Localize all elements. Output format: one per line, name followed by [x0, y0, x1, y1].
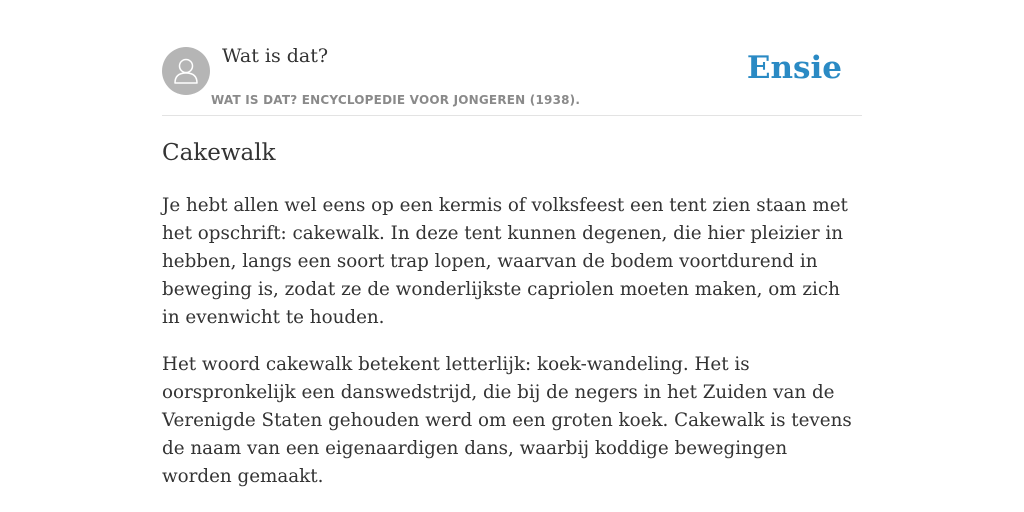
source-line[interactable]: WAT IS DAT? ENCYCLOPEDIE VOOR JONGEREN (1938).: [211, 93, 581, 107]
author-name[interactable]: Wat is dat?: [222, 45, 329, 67]
ensie-logo[interactable]: Ensie: [746, 50, 842, 86]
article-title: Cakewalk: [162, 140, 276, 166]
user-icon: [171, 56, 201, 86]
avatar[interactable]: [162, 47, 210, 95]
article-paragraph: Het woord cakewalk betekent letterlijk: koek-wandeling. Het is oorspronkelijk een danswedstrijd, die bij de negers in het Zuiden van de Verenigde Staten gehouden werd om een groten koek. Cakewalk is tevens de naam van een eigenaardigen dans, waarbij koddige bewegingen worden gemaakt.: [162, 354, 852, 487]
article-paragraph: Je hebt allen wel eens op een kermis of volksfeest een tent zien staan met het opschrift: cakewalk. In deze tent kunnen degenen, die hier pleizier in hebben, langs een soort trap lopen, waarvan de bodem voortdurend in beweging is, zodat ze de wonderlijkste capriolen moeten maken, om zich in evenwicht te houden.: [162, 195, 848, 328]
header: [162, 0, 862, 116]
article-body: [162, 192, 862, 510]
